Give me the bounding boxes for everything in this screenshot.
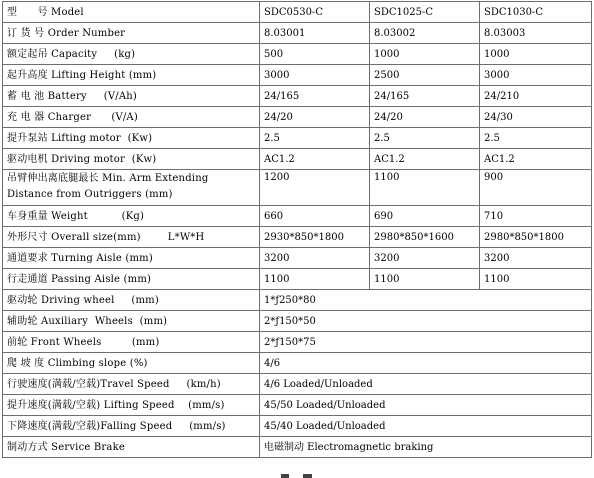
- spec-value: 24/165: [370, 86, 480, 107]
- spec-row-merged: [3, 437, 592, 458]
- spec-label: 外形尺寸 Overall size(mm) L*W*H: [3, 227, 260, 248]
- spec-value-shared: 45/40 Loaded/Unloaded: [260, 416, 592, 437]
- spec-label: 吊臂伸出离底腿最长 Min. Arm Extending Distance from Outriggers (mm): [3, 170, 260, 206]
- spec-value: 24/165: [260, 86, 370, 107]
- spec-value: 24/30: [480, 107, 592, 128]
- spec-label: 起升高度 Lifting Height (mm): [3, 65, 260, 86]
- spec-value: 1000: [480, 44, 592, 65]
- spec-value: AC1.2: [370, 149, 480, 170]
- spec-value: 660: [260, 206, 370, 227]
- model-name: SDC1025-C: [370, 2, 480, 23]
- spec-row-merged: [3, 332, 592, 353]
- spec-value: 2.5: [260, 128, 370, 149]
- spec-label: 车身重量 Weight (Kg): [3, 206, 260, 227]
- spec-value: 1100: [260, 269, 370, 290]
- spec-value: 500: [260, 44, 370, 65]
- spec-row-merged: [3, 311, 592, 332]
- spec-value-shared: 电磁制动 Electromagnetic braking: [260, 437, 592, 458]
- spec-label: 蓄 电 池 Battery (V/Ah): [3, 86, 260, 107]
- spec-value: 690: [370, 206, 480, 227]
- model-name: SDC0530-C: [260, 2, 370, 23]
- spec-value: 24/20: [260, 107, 370, 128]
- spec-value-shared: 4/6: [260, 353, 592, 374]
- spec-row: [3, 128, 592, 149]
- spec-label: 订 货 号 Order Number: [3, 23, 260, 44]
- spec-value: 2930*850*1800: [260, 227, 370, 248]
- spec-value-shared: 2*ƒ150*50: [260, 311, 592, 332]
- spec-label: 辅助轮 Auxiliary Wheels (mm): [3, 311, 260, 332]
- spec-value: 710: [480, 206, 592, 227]
- spec-value: 1200: [260, 170, 370, 206]
- spec-value: 24/210: [480, 86, 592, 107]
- spec-value: 1000: [370, 44, 480, 65]
- spec-row: [3, 86, 592, 107]
- spec-label: 爬 坡 度 Climbing slope (%): [3, 353, 260, 374]
- spec-row: [3, 170, 592, 206]
- spec-table: [2, 1, 592, 458]
- spec-row-merged: [3, 374, 592, 395]
- spec-label: 提升泵站 Lifting motor (Kw): [3, 128, 260, 149]
- spec-value: 900: [480, 170, 592, 206]
- spec-row: [3, 149, 592, 170]
- spec-row-merged: [3, 395, 592, 416]
- spec-row: [3, 44, 592, 65]
- spec-value-shared: 2*ƒ150*75: [260, 332, 592, 353]
- spec-row: [3, 23, 592, 44]
- spec-label: 下降速度(满载/空载)Falling Speed (mm/s): [3, 416, 260, 437]
- spec-row-merged: [3, 353, 592, 374]
- spec-label: 充 电 器 Charger (V/A): [3, 107, 260, 128]
- spec-value: 24/20: [370, 107, 480, 128]
- spec-label: 通道要求 Turning Aisle (mm): [3, 248, 260, 269]
- spec-value: 2.5: [480, 128, 592, 149]
- spec-value: 1100: [480, 269, 592, 290]
- spec-value-shared: 4/6 Loaded/Unloaded: [260, 374, 592, 395]
- spec-value: 3000: [480, 65, 592, 86]
- spec-label: 行走通道 Passing Aisle (mm): [3, 269, 260, 290]
- spec-value: 2980*850*1800: [480, 227, 592, 248]
- spec-label: 提升速度(满载/空载) Lifting Speed (mm/s): [3, 395, 260, 416]
- spec-label: 制动方式 Service Brake: [3, 437, 260, 458]
- spec-value: 8.03002: [370, 23, 480, 44]
- spec-row: [3, 206, 592, 227]
- edge-mark: [281, 474, 289, 478]
- header-row: [3, 2, 592, 23]
- spec-value: 2980*850*1600: [370, 227, 480, 248]
- spec-label: 驱动轮 Driving wheel (mm): [3, 290, 260, 311]
- spec-label: 前轮 Front Wheels (mm): [3, 332, 260, 353]
- spec-value: 3200: [370, 248, 480, 269]
- spec-table-body: [3, 2, 592, 458]
- spec-row: [3, 227, 592, 248]
- spec-value: 2.5: [370, 128, 480, 149]
- spec-row-merged: [3, 290, 592, 311]
- spec-value-shared: 1*ƒ250*80: [260, 290, 592, 311]
- spec-value: AC1.2: [260, 149, 370, 170]
- spec-row: [3, 107, 592, 128]
- spec-value: 1100: [370, 170, 480, 206]
- spec-value: 3200: [260, 248, 370, 269]
- edge-mark: [303, 474, 312, 478]
- spec-row: [3, 269, 592, 290]
- model-label: 型 号 Model: [3, 2, 260, 23]
- spec-row: [3, 65, 592, 86]
- model-name: SDC1030-C: [480, 2, 592, 23]
- spec-row: [3, 248, 592, 269]
- spec-value: 2500: [370, 65, 480, 86]
- spec-value: 3200: [480, 248, 592, 269]
- spec-value-shared: 45/50 Loaded/Unloaded: [260, 395, 592, 416]
- spec-label: 额定起吊 Capacity (kg): [3, 44, 260, 65]
- spec-value: 3000: [260, 65, 370, 86]
- spec-value: 1100: [370, 269, 480, 290]
- spec-value: 8.03003: [480, 23, 592, 44]
- spec-value: AC1.2: [480, 149, 592, 170]
- spec-row-merged: [3, 416, 592, 437]
- spec-value: 8.03001: [260, 23, 370, 44]
- spec-label: 行驶速度(满载/空载)Travel Speed (km/h): [3, 374, 260, 395]
- spec-label: 驱动电机 Driving motor (Kw): [3, 149, 260, 170]
